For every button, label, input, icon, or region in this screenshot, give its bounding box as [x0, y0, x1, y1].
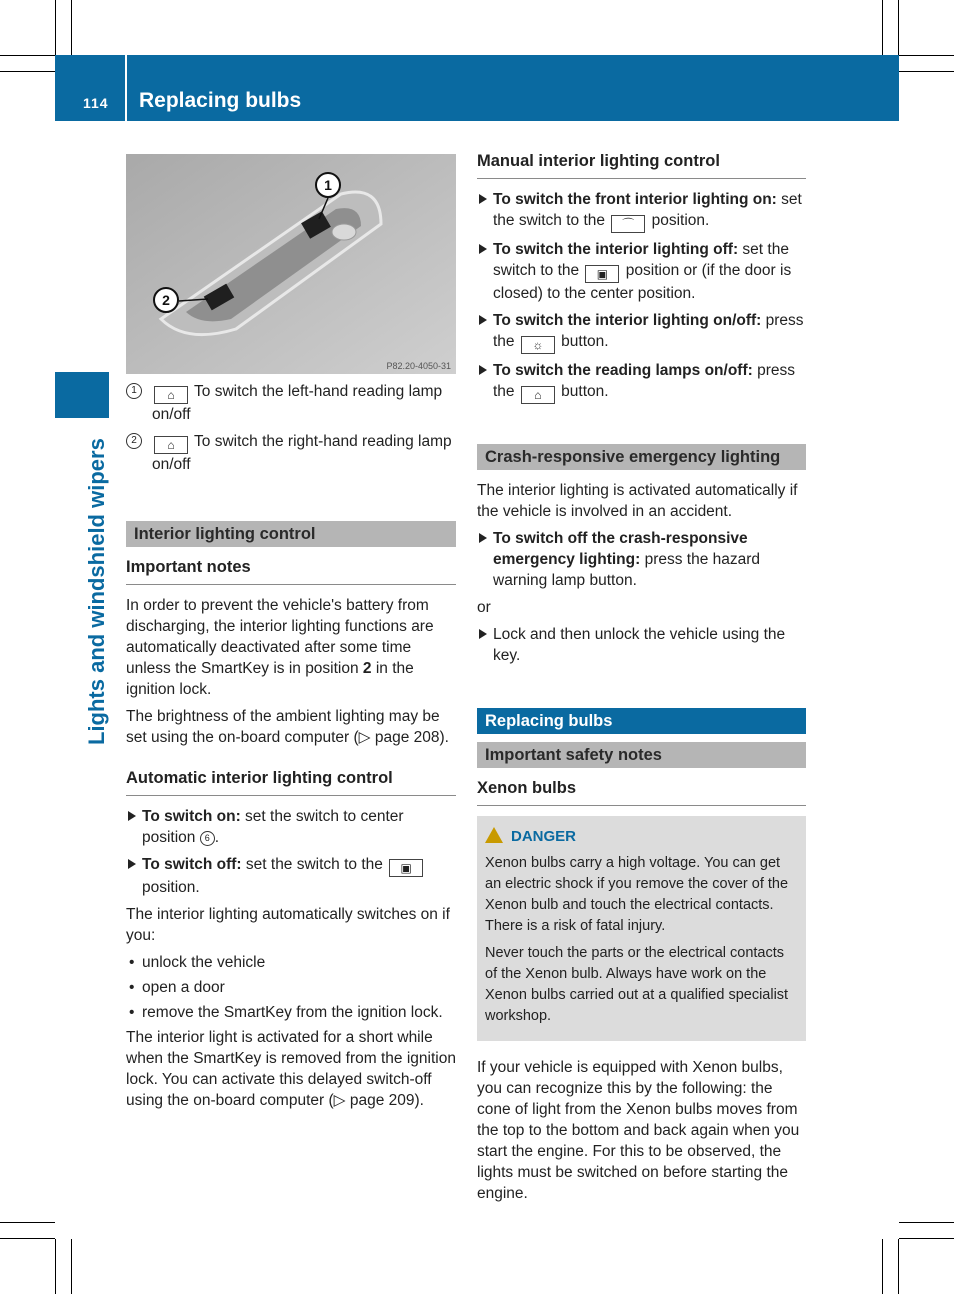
action-step	[477, 239, 806, 304]
crop-mark	[882, 1239, 883, 1294]
action-text: set the switch to the	[493, 191, 802, 229]
paragraph-text: in the ignition lock.	[126, 660, 414, 698]
action-step: To switch on: set the switch to center position 6 .	[126, 806, 456, 848]
action-text: press the hazard warning lamp button.	[493, 551, 761, 589]
action-label: To switch off the crash-responsive emergency lighting:	[493, 530, 748, 568]
action-text: position.	[647, 212, 710, 229]
callout-1-label: 1	[324, 177, 332, 193]
action-step	[477, 528, 806, 591]
action-label: To switch on:	[142, 808, 241, 825]
section-bar-replacing-bulbs: Replacing bulbs	[477, 708, 806, 734]
crop-mark	[899, 1238, 954, 1239]
photo-code: P82.20-4050-31	[386, 361, 451, 371]
page-title: Replacing bulbs	[139, 89, 302, 112]
interior-light-button-icon: ☼	[521, 336, 555, 354]
action-step	[477, 310, 806, 354]
crop-mark	[0, 55, 55, 56]
action-label: To switch the front interior lighting on:	[493, 191, 777, 208]
crop-mark	[882, 0, 883, 55]
or-text: or	[477, 599, 491, 616]
crop-mark	[71, 1239, 72, 1294]
reading-lamp-icon: ⌂	[154, 436, 188, 454]
danger-paragraph: Xenon bulbs carry a high voltage. You can get an electric shock if you remove the cover of the Xenon bulb and touch the electrical contacts. There is a risk of fatal injury.	[485, 855, 789, 934]
header-divider	[125, 55, 127, 121]
action-text: position.	[142, 879, 200, 896]
danger-heading	[485, 826, 798, 847]
crop-mark	[898, 1239, 899, 1294]
reading-lamp-icon: ⌂	[154, 386, 188, 404]
section-bar-crash-lighting: Crash-responsive emergency lighting	[477, 444, 806, 470]
list-item: • unlock the vehicle	[126, 952, 456, 973]
left-column	[126, 381, 456, 1117]
action-text: button.	[556, 333, 609, 350]
action-label: To switch off:	[142, 856, 242, 873]
paragraph: The interior lighting automatically switches on if you:	[126, 906, 450, 944]
paragraph: The interior lighting is activated automatically if the vehicle is involved in an accident.	[477, 482, 798, 520]
legend-number: 2	[126, 433, 142, 449]
list-item: • open a door	[126, 977, 456, 998]
action-step	[477, 189, 806, 233]
front-interior-light-icon: ⌒	[611, 215, 645, 233]
paragraph: The brightness of the ambient lighting may be set using the on-board computer (▷ page 208).	[126, 708, 449, 746]
page-number: 114	[83, 95, 109, 111]
reading-lamp-icon: ⌂	[521, 386, 555, 404]
action-step: Lock and then unlock the vehicle using the key.	[477, 624, 806, 666]
legend-text: To switch the left-hand reading lamp on/off	[152, 383, 443, 423]
crop-mark	[71, 0, 72, 55]
crop-mark	[0, 71, 55, 72]
subheading-manual-control: Manual interior lighting control	[477, 151, 806, 179]
action-text: set the switch to the	[493, 241, 789, 279]
paragraph-text: In order to prevent the vehicle's battery from discharging, the interior lighting functions are automatically deactivated after some time unless the SmartKey is in position	[126, 597, 434, 677]
warning-triangle-icon	[485, 827, 503, 843]
paragraph: The interior light is activated for a short while when the SmartKey is removed from the ignition lock. You can activate this delayed switch-off using the on-board computer (▷ page 209).	[126, 1029, 456, 1109]
list-item: • remove the SmartKey from the ignition lock.	[126, 1002, 456, 1023]
page-header	[55, 55, 899, 121]
action-step	[126, 854, 456, 898]
crop-mark	[899, 55, 954, 56]
legend-text: To switch the right-hand reading lamp on/off	[152, 433, 452, 473]
subheading-xenon-bulbs: Xenon bulbs	[477, 778, 806, 806]
legend-item	[126, 381, 456, 425]
action-label: To switch the interior lighting off:	[493, 241, 739, 258]
door-contact-icon: ▣	[389, 859, 423, 877]
callout-2-label: 2	[162, 292, 170, 308]
legend-item	[126, 431, 456, 475]
action-label: To switch the reading lamps on/off:	[493, 362, 753, 379]
door-contact-icon: ▣	[585, 265, 619, 283]
crop-mark	[0, 1238, 55, 1239]
action-text: position or (if the door is closed) to the center position.	[493, 262, 792, 302]
action-label: To switch the interior lighting on/off:	[493, 312, 762, 329]
crop-mark	[55, 0, 56, 55]
subheading-automatic-control: Automatic interior lighting control	[126, 768, 456, 796]
ceiling-lamp-photo	[126, 154, 456, 374]
danger-title: DANGER	[511, 828, 577, 845]
position-circle: 6	[200, 831, 215, 846]
danger-box	[477, 816, 806, 1041]
crop-mark	[898, 0, 899, 55]
subheading-important-notes: Important notes	[126, 557, 456, 585]
legend-number: 1	[126, 383, 142, 399]
side-tab-title: Lights and windshield wipers	[84, 438, 109, 745]
section-bar-safety-notes: Important safety notes	[477, 742, 806, 768]
action-text: press the	[493, 362, 795, 400]
right-column	[477, 151, 806, 1210]
section-bar-interior-lighting: Interior lighting control	[126, 521, 456, 547]
crop-mark	[55, 1239, 56, 1294]
paragraph	[126, 595, 456, 700]
crop-mark	[899, 71, 954, 72]
danger-paragraph: Never touch the parts or the electrical contacts of the Xenon bulb. Always have work on the Xenon bulbs carried out at a qualified specialist workshop.	[485, 945, 789, 1024]
side-tab-block	[55, 372, 109, 418]
position-number: 2	[362, 660, 372, 677]
crop-mark	[899, 1222, 954, 1223]
action-step	[477, 360, 806, 404]
crop-mark	[0, 1222, 55, 1223]
action-text: press the	[493, 312, 804, 350]
paragraph: If your vehicle is equipped with Xenon bulbs, you can recognize this by the following: the cone of light from the Xenon bulbs moves from the top to the bottom and back again when you start the engine. For this to be observed, the lights must be switched on before starting the engine.	[477, 1059, 800, 1202]
action-text: button.	[556, 383, 609, 400]
action-text: set the switch to the	[241, 856, 388, 873]
action-text: set the switch to center position	[142, 808, 404, 846]
